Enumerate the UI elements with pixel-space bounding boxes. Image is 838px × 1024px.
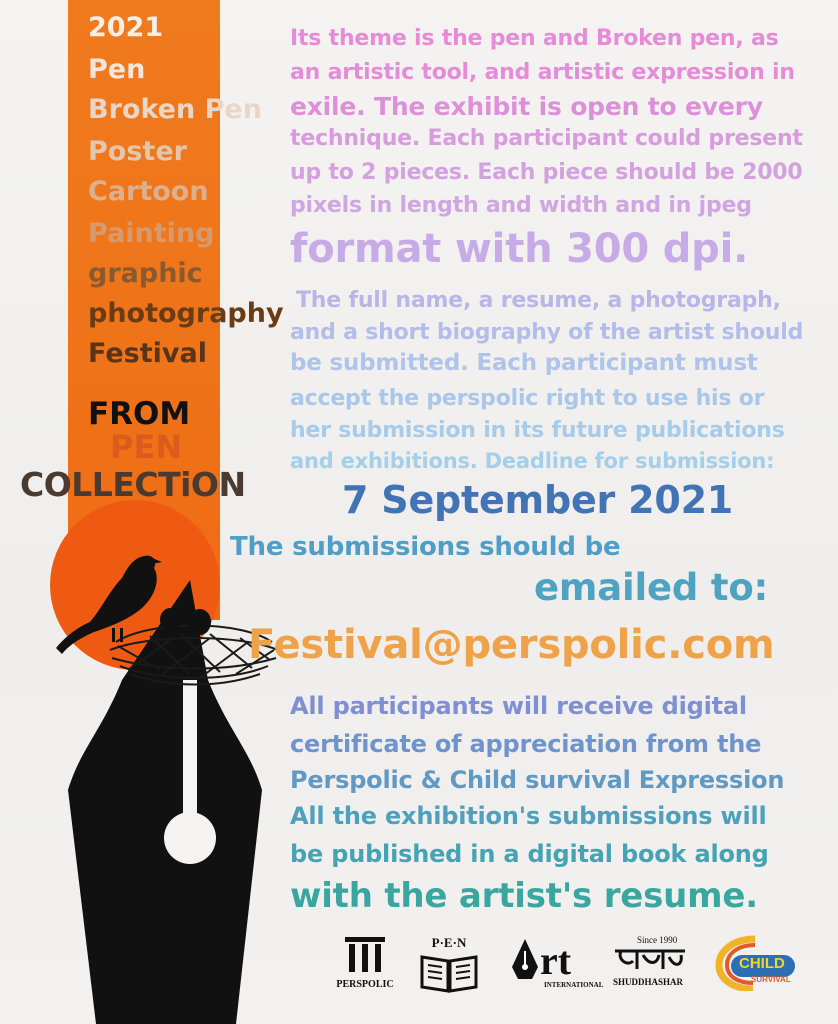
body-line: Perspolic & Child survival Expression: [290, 766, 785, 794]
body-line: emailed to:: [534, 566, 769, 609]
sidebar-word-pen: Pen: [88, 54, 146, 85]
sidebar-word-painting: Painting: [88, 218, 215, 249]
body-line: technique. Each participant could present: [290, 126, 803, 151]
body-line: and exhibitions. Deadline for submission:: [290, 449, 775, 473]
child-survival-logo: [715, 935, 799, 991]
body-line: certificate of appreciation from the: [290, 730, 762, 758]
title-pen: PEN: [110, 428, 183, 466]
body-line: exile. The exhibit is open to every: [290, 92, 763, 121]
body-line: up to 2 pieces. Each piece should be 2000: [290, 160, 803, 185]
pen-logo: [415, 935, 483, 999]
body-line: accept the perspolic right to use his or: [290, 386, 765, 411]
open-book-icon: [418, 951, 480, 995]
body-line: be published in a digital book along: [290, 840, 769, 868]
art-international-logo: [510, 935, 604, 989]
nib-a-icon: [510, 937, 540, 981]
body-line: format with 300 dpi.: [290, 226, 749, 272]
sidebar-word-photography: photography: [88, 298, 284, 329]
shuddhashar-since: Since 1990: [637, 935, 678, 945]
email-address[interactable]: Festival@perspolic.com: [248, 622, 775, 668]
sidebar-word-festival: Festival: [88, 338, 207, 369]
body-line: be submitted. Each participant must: [290, 350, 758, 376]
art-label: rt: [540, 938, 572, 983]
shuddhashar-logo: [613, 935, 693, 987]
pen-nib-icon: [68, 580, 262, 1024]
sidebar-word-broken-pen: Broken Pen: [88, 94, 262, 125]
child-label: CHILD: [739, 955, 785, 972]
sponsor-logos: [335, 935, 815, 1005]
sidebar-word-poster: Poster: [88, 136, 187, 167]
body-line: The submissions should be: [230, 532, 621, 562]
sidebar-word-cartoon: Cartoon: [88, 176, 209, 207]
survival-label: SURVIVAL: [751, 975, 791, 984]
body-line: All participants will receive digital: [290, 692, 747, 720]
sidebar-word-graphic: graphic: [88, 258, 203, 289]
body-line: pixels in length and width and in jpeg: [290, 193, 752, 218]
body-line: with the artist's resume.: [290, 876, 758, 916]
body-line: The full name, a resume, a photograph,: [296, 288, 781, 313]
shuddhashar-label: SHUDDHASHAR: [613, 977, 684, 987]
perspolic-logo: [335, 935, 395, 990]
pen-logo-label: P·E·N: [431, 935, 467, 950]
perspolic-columns-icon: [343, 935, 387, 975]
perspolic-label: PERSPOLIC: [336, 979, 394, 990]
bird-icon: [56, 556, 162, 654]
sidebar-word-year: 2021: [88, 12, 164, 43]
body-line: her submission in its future publications: [290, 418, 785, 443]
art-sub-label: INTERNATIONAL: [544, 981, 604, 989]
body-line: an artistic tool, and artistic expression in: [290, 60, 795, 85]
title-from: FROM: [88, 396, 191, 432]
body-line: Its theme is the pen and Broken pen, as: [290, 26, 779, 51]
title-collection: COLLECTiON: [20, 465, 246, 504]
deadline-date: 7 September 2021: [342, 478, 734, 522]
body-line: and a short biography of the artist should: [290, 320, 804, 345]
body-line: All the exhibition's submissions will: [290, 802, 767, 830]
shuddhashar-script-icon: [613, 945, 687, 973]
